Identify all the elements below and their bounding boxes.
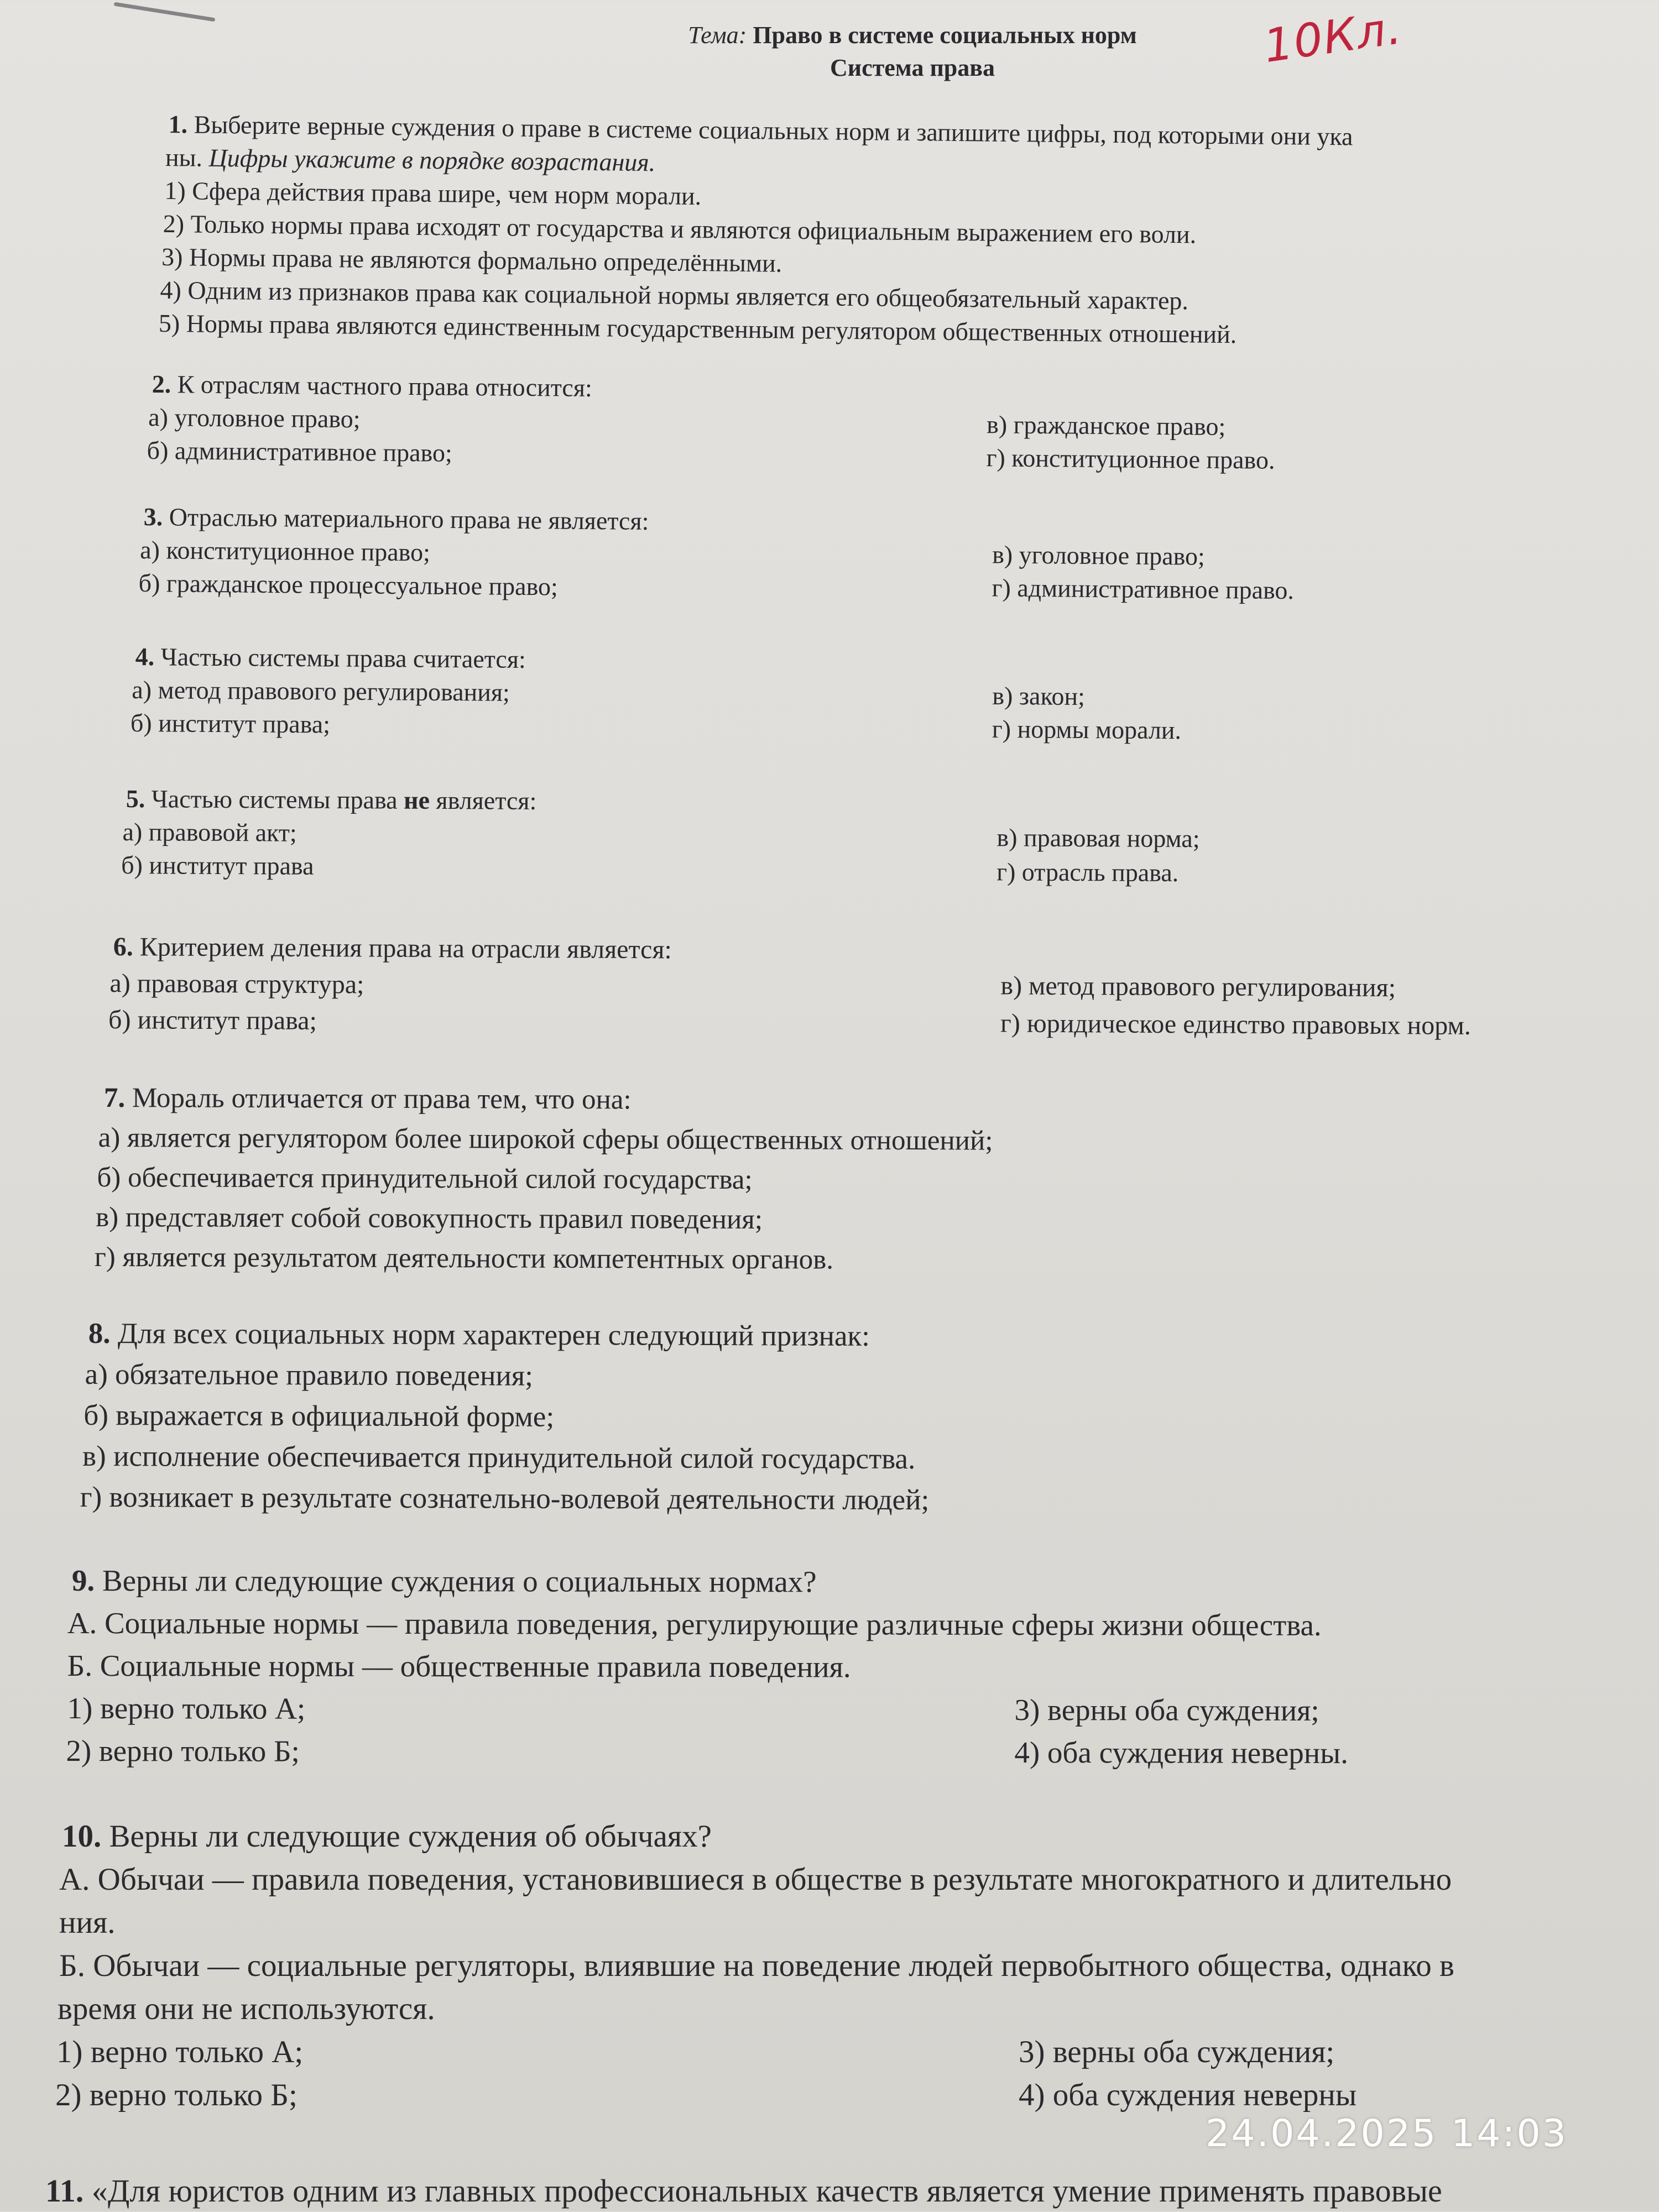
q10-text: Верны ли следующие суждения об обычаях? bbox=[109, 1819, 712, 1854]
q4-option-c: в) закон; bbox=[992, 681, 1086, 710]
q8-text: Для всех социальных норм характерен следующий признак: bbox=[117, 1317, 870, 1352]
q10-option-4: 4) оба суждения неверны bbox=[1019, 2078, 1357, 2112]
q1-option-2: 2) Только нормы права исходят от государства и являются официальным выражением его воли. bbox=[163, 209, 1197, 249]
q4-option-a: а) метод правового регулирования; bbox=[132, 675, 510, 707]
q5-option-b: б) институт права bbox=[121, 850, 314, 880]
topic-label: Тема: bbox=[688, 22, 747, 49]
q8-option-d: г) возникает в результате сознательно-волевой деятельности людей; bbox=[80, 1481, 930, 1516]
q5-text-pre: Частью системы права bbox=[151, 785, 404, 814]
q10-option-2: 2) верно только Б; bbox=[55, 2078, 298, 2112]
q10-number: 10. bbox=[62, 1819, 102, 1854]
q7-option-c: в) представляет собой совокупность правил поведения; bbox=[96, 1201, 763, 1236]
q1-option-1: 1) Сфера действия права шире, чем норм морали. bbox=[164, 176, 702, 211]
q7-text: Мораль отличается от права тем, что она: bbox=[132, 1083, 632, 1116]
q2-option-a: а) уголовное право; bbox=[148, 402, 361, 433]
q3-number: 3. bbox=[143, 502, 163, 531]
q2-option-d: г) конституционное право. bbox=[986, 443, 1275, 474]
question-11 bbox=[45, 2170, 1442, 2212]
q7-option-a: а) является регулятором более широкой сферы общественных отношений; bbox=[98, 1122, 993, 1157]
q2-option-c: в) гражданское право; bbox=[986, 410, 1226, 441]
q11-number: 11. bbox=[45, 2173, 84, 2209]
q9-text: Верны ли следующие суждения о социальных нормах? bbox=[102, 1563, 817, 1599]
q9-option-1: 1) верно только А; bbox=[67, 1691, 306, 1725]
q9-statement-a: А. Социальные нормы — правила поведения, регулирующие различные сферы жизни общества. bbox=[67, 1606, 1322, 1642]
q1-hint: Цифры укажите в порядке возрастания. bbox=[208, 143, 656, 177]
q1-option-4: 4) Одним из признаков права как социальной нормы является его общеобязательный характер. bbox=[160, 275, 1189, 315]
q8-option-c: в) исполнение обеспечивается принудительной силой государства. bbox=[82, 1440, 916, 1476]
q4-text: Частью системы права считается: bbox=[160, 642, 526, 673]
handwritten-class-note: 10Кл. bbox=[1260, 1, 1406, 74]
q7-option-d: г) является результатом деятельности компетентных органов. bbox=[94, 1241, 834, 1275]
q3-option-a: а) конституционное право; bbox=[139, 535, 431, 567]
q3-option-d: г) административное право. bbox=[992, 573, 1295, 605]
q1-option-5: 5) Нормы права являются единственным государственным регулятором общественных отношений. bbox=[158, 308, 1237, 349]
q11-text: «Для юристов одним из главных профессиональных качеств является умение применять правовые bbox=[91, 2173, 1442, 2209]
q1-number: 1. bbox=[168, 109, 188, 139]
q9-statement-b: Б. Социальные нормы — общественные правила поведения. bbox=[67, 1648, 851, 1684]
q4-option-d: г) нормы морали. bbox=[992, 714, 1182, 745]
q10-statement-b: Б. Обычаи — социальные регуляторы, влиявшие на поведение людей первобытного общества, однако в bbox=[59, 1948, 1454, 1983]
worksheet-header bbox=[608, 19, 1217, 85]
q7-number: 7. bbox=[103, 1083, 126, 1114]
q8-option-a: а) обязательное правило поведения; bbox=[85, 1358, 534, 1392]
question-4 bbox=[130, 640, 1182, 745]
q5-option-d: г) отрасль права. bbox=[997, 857, 1179, 887]
question-3 bbox=[138, 500, 1295, 605]
q4-number: 4. bbox=[135, 642, 155, 671]
q5-option-c: в) правовая норма; bbox=[997, 823, 1200, 853]
question-1 bbox=[158, 108, 1353, 352]
question-10 bbox=[55, 1815, 1454, 2117]
topic-title: Право в системе социальных норм bbox=[753, 22, 1137, 49]
q3-option-b: б) гражданское процессуальное право; bbox=[138, 568, 559, 601]
q5-text-post: является: bbox=[429, 786, 537, 815]
q8-option-b: б) выражается в официальной форме; bbox=[84, 1399, 555, 1433]
q7-option-b: б) обеспечивается принудительной силой государства; bbox=[97, 1162, 753, 1196]
q3-text: Отраслью материального права не является: bbox=[169, 503, 649, 535]
q1-text-cont: ны. bbox=[165, 143, 203, 172]
q9-option-2: 2) верно только Б; bbox=[66, 1733, 300, 1768]
q10-statement-a-cont: ния. bbox=[59, 1905, 116, 1940]
q6-option-a: а) правовая структура; bbox=[109, 968, 364, 1000]
q2-text: К отраслям частного права относится: bbox=[177, 370, 593, 402]
q6-option-d: г) юридическое единство правовых норм. bbox=[1000, 1008, 1471, 1040]
q9-option-4: 4) оба суждения неверны. bbox=[1014, 1735, 1348, 1770]
q10-statement-a: А. Обычаи — правила поведения, установившиеся в обществе в результате многократного и длительно bbox=[59, 1862, 1452, 1897]
q9-option-3: 3) верны оба суждения; bbox=[1014, 1692, 1319, 1727]
topic-line bbox=[608, 19, 1217, 51]
q5-number: 5. bbox=[126, 785, 145, 813]
question-6 bbox=[108, 929, 1471, 1041]
q6-option-b: б) институт права; bbox=[108, 1005, 317, 1036]
q2-option-b: б) административное право; bbox=[147, 436, 452, 467]
q1-option-3: 3) Нормы права не являются формально определёнными. bbox=[161, 242, 782, 278]
question-5 bbox=[121, 782, 1200, 887]
question-7 bbox=[94, 1078, 993, 1280]
q2-number: 2. bbox=[152, 369, 171, 399]
pen-mark bbox=[114, 2, 216, 22]
q10-option-1: 1) верно только А; bbox=[56, 2035, 304, 2069]
q3-option-c: в) уголовное право; bbox=[992, 540, 1206, 571]
q10-option-3: 3) верны оба суждения; bbox=[1019, 2035, 1335, 2069]
question-9 bbox=[66, 1559, 1348, 1774]
q6-option-c: в) метод правового регулирования; bbox=[1000, 971, 1396, 1003]
q5-option-a: а) правовой акт; bbox=[122, 817, 297, 847]
question-8 bbox=[80, 1313, 930, 1520]
q6-number: 6. bbox=[113, 932, 133, 962]
question-2 bbox=[147, 368, 1275, 474]
photo-timestamp: 24.04.2025 14:03 bbox=[1206, 2112, 1568, 2156]
q9-number: 9. bbox=[71, 1563, 95, 1598]
subtopic-title: Система права bbox=[830, 54, 995, 81]
q8-number: 8. bbox=[88, 1317, 111, 1350]
q10-statement-b-cont: время они не используются. bbox=[58, 1991, 435, 2026]
q6-text: Критерием деления права на отрасли является: bbox=[139, 932, 672, 965]
q1-text: Выберите верные суждения о праве в системе социальных норм и запишите цифры, под которыми они ука bbox=[194, 110, 1353, 151]
q5-text-emph: не bbox=[403, 786, 430, 814]
q4-option-b: б) институт права; bbox=[130, 708, 331, 739]
